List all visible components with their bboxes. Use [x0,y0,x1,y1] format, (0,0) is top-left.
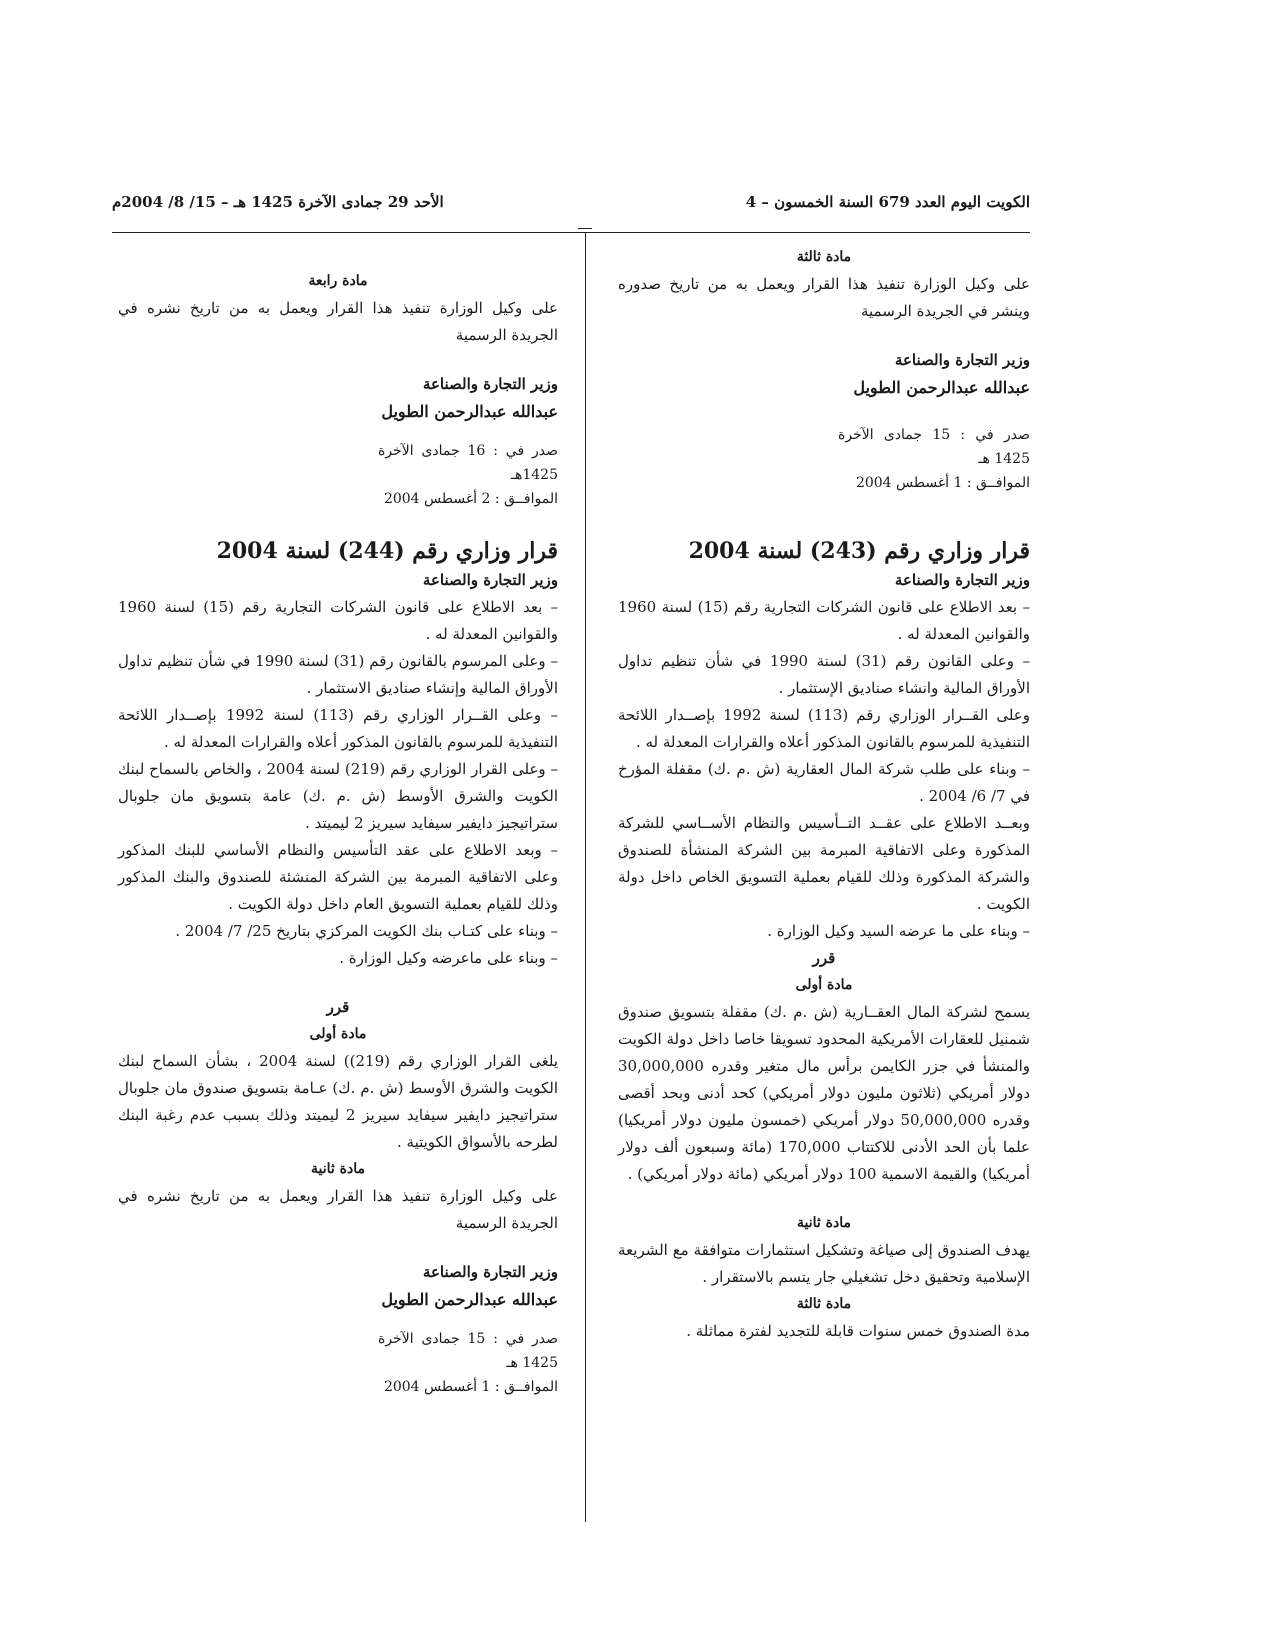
article-heading: مادة رابعة [308,273,368,289]
issue-date-block [378,1327,558,1399]
column-cross-mark [578,228,592,229]
article-heading: مادة أولى [309,1026,367,1042]
article-text: على وكيل الوزارة تنفيذ هذا القرار ويعمل به من تاريخ نشره في الجريدة الرسمية [118,1187,558,1232]
article-heading: مادة ثانية [797,1215,851,1231]
signature-block [368,1259,558,1313]
signature-name: عبدالله عبدالرحمن الطويل [381,1290,558,1309]
header-date: الأحد 29 جمادى الآخرة 1425 هـ – 15/ 8/ 2004م [112,193,444,211]
article-heading: مادة أولى [795,977,853,993]
article-text: يسمح لشركة المال العقــارية (ش .م .ك) مقفلة بتسويق صندوق شمنيل للعقارات الأمريكية المحدود تسويقا خاصا داخل دولة الكويت والمنشأ في جزر الكايمن برأس مال متغير وقدره 30,000,000 دولار أمريكي (ثلاثون مليون دولار أمريكي) كحد أدنى وبحد أقصى وقدره 50,000,000 دولار أمريكي (خمسون مليون دولار أمريكيا) علما بأن الحد الأدنى للاكتتاب 170,000 (مائة وسبعون ألف دولار أمريكيا) والقيمة الاسمية 100 دولار أمريكي (مائة دولار أمريكي) . [618,1003,1030,1183]
minister-line: وزير التجارة والصناعة [894,571,1030,589]
decision-title: قرار وزاري رقم (243) لسنة 2004 [688,538,1030,564]
signature-block [368,371,558,425]
preamble-item: وعلى القــرار الوزاري رقم (113) لسنة 1992 بإصــدار اللائحة التنفيذية للمرسوم بالقانون المذكور أعلاه والقرارات المعدلة له . [618,706,1030,751]
article-heading: مادة ثانية [311,1161,365,1177]
issued-date: صدر في : 15 جمادى الآخرة 1425 هـ [838,427,1030,467]
issue-date-block [378,439,558,511]
decision-title: قرار وزاري رقم (244) لسنة 2004 [216,538,558,564]
issued-date: صدر في : 16 جمادى الآخرة 1425هـ [378,443,558,483]
article-heading: مادة ثالثة [796,1296,852,1312]
signature-title: وزير التجارة والصناعة [422,1263,558,1281]
signature-name: عبدالله عبدالرحمن الطويل [853,378,1030,397]
article-text: على وكيل الوزارة تنفيذ هذا القرار ويعمل به من تاريخ صدوره وينشر في الجريدة الرسمية [618,275,1030,320]
minister-line: وزير التجارة والصناعة [422,571,558,589]
article-text: على وكيل الوزارة تنفيذ هذا القرار ويعمل به من تاريخ نشره في الجريدة الرسمية [118,299,558,344]
article-text: يلغى القرار الوزاري رقم (219)) لسنة 2004 ، بشأن السماح لبنك الكويت والشرق الأوسط (ش .م .ك) عـامة بتسويق صندوق مان جلوبال ستراتيجيز دايفير سيفايد سيريز 2 ليميتد وذلك بسبب عدم رغبة البنك لطرحه بالأسواق الكويتية . [118,1052,558,1151]
preamble-item: – وعلى المرسوم بالقانون رقم (31) لسنة 1990 في شأن تنظيم تداول الأوراق المالية وإنشاء صناديق الاستثمار . [118,652,558,697]
issued-date: صدر في : 15 جمادى الآخرة 1425 هـ [378,1331,558,1371]
signature-title: وزير التجارة والصناعة [894,351,1030,369]
left-column [118,268,558,1399]
preamble-item: – بعد الاطلاع على قانون الشركات التجارية رقم (15) لسنة 1960 والقوانين المعدلة له . [618,598,1030,643]
article-heading: مادة ثالثة [796,249,852,265]
header-issue-info: الكويت اليوم العدد 679 السنة الخمسون – 4 [745,193,1030,211]
preamble-item: – وبناء على طلب شركة المال العقارية (ش .م .ك) مقفلة المؤرخ في 7/ 6/ 2004 . [618,760,1030,805]
preamble-item: – بعد الاطلاع على قانون الشركات التجارية رقم (15) لسنة 1960 والقوانين المعدلة له . [118,598,558,643]
preamble-item: – وعلى القــرار الوزاري رقم (113) لسنة 1992 بإصــدار اللائحة التنفيذية للمرسوم بالقانون المذكور أعلاه والقرارات المعدلة له . [118,706,558,751]
decided-heading: قرر [326,998,350,1016]
corresponding-date: الموافــق : 1 أغسطس 2004 [855,475,1030,491]
decided-heading: قرر [812,949,836,967]
signature-name: عبدالله عبدالرحمن الطويل [381,402,558,421]
right-column [618,244,1030,1345]
header-rule [112,232,1030,233]
preamble-item: وبعــد الاطلاع على عقــد التــأسيس والنظام الأســاسي للشركة المذكورة وعلى الاتفاقية المبرمة بين الشركة المنشأة للصندوق والشركة المذكورة وذلك للقيام بعملية التسويق الخاص داخل دولة الكويت . [618,814,1030,913]
corresponding-date: الموافــق : 1 أغسطس 2004 [383,1379,558,1395]
preamble-item: – وعلى القانون رقم (31) لسنة 1990 في شأن تنظيم تداول الأوراق المالية وانشاء صناديق الإستثمار . [618,652,1030,697]
article-text: يهدف الصندوق إلى صياغة وتشكيل استثمارات متوافقة مع الشريعة الإسلامية وتحقيق دخل تشغيلي جار يتسم بالاستقرار . [618,1241,1030,1286]
article-text: مدة الصندوق خمس سنوات قابلة للتجديد لفترة مماثلة . [686,1322,1030,1340]
preamble-item: – وبعد الاطلاع على عقد التأسيس والنظام الأساسي للبنك المذكور وعلى الاتفاقية المبرمة بين الشركة المنشئة للصندوق والبنك المذكور وذلك للقيام بعملية التسويق العام داخل دولة الكويت . [118,841,558,913]
column-divider [585,232,586,1522]
preamble-item: – وبناء على كتـاب بنك الكويت المركزي بتاريخ 25/ 7/ 2004 . [175,922,558,940]
preamble-item: – وعلى القرار الوزاري رقم (219) لسنة 2004 ، والخاص بالسماح لبنك الكويت والشرق الأوسط (ش .م .ك) عامة بتسويق مان جلوبال ستراتيجيز دايفير سيفايد سيريز 2 ليميتد . [118,760,558,832]
signature-title: وزير التجارة والصناعة [422,375,558,393]
corresponding-date: الموافــق : 2 أغسطس 2004 [383,491,558,507]
page-header [112,193,1030,223]
issue-date-block [838,423,1030,495]
signature-block [848,347,1030,401]
preamble-item: – وبناء على ماعرضه وكيل الوزارة . [339,949,558,967]
preamble-item: – وبناء على ما عرضه السيد وكيل الوزارة . [767,922,1030,940]
